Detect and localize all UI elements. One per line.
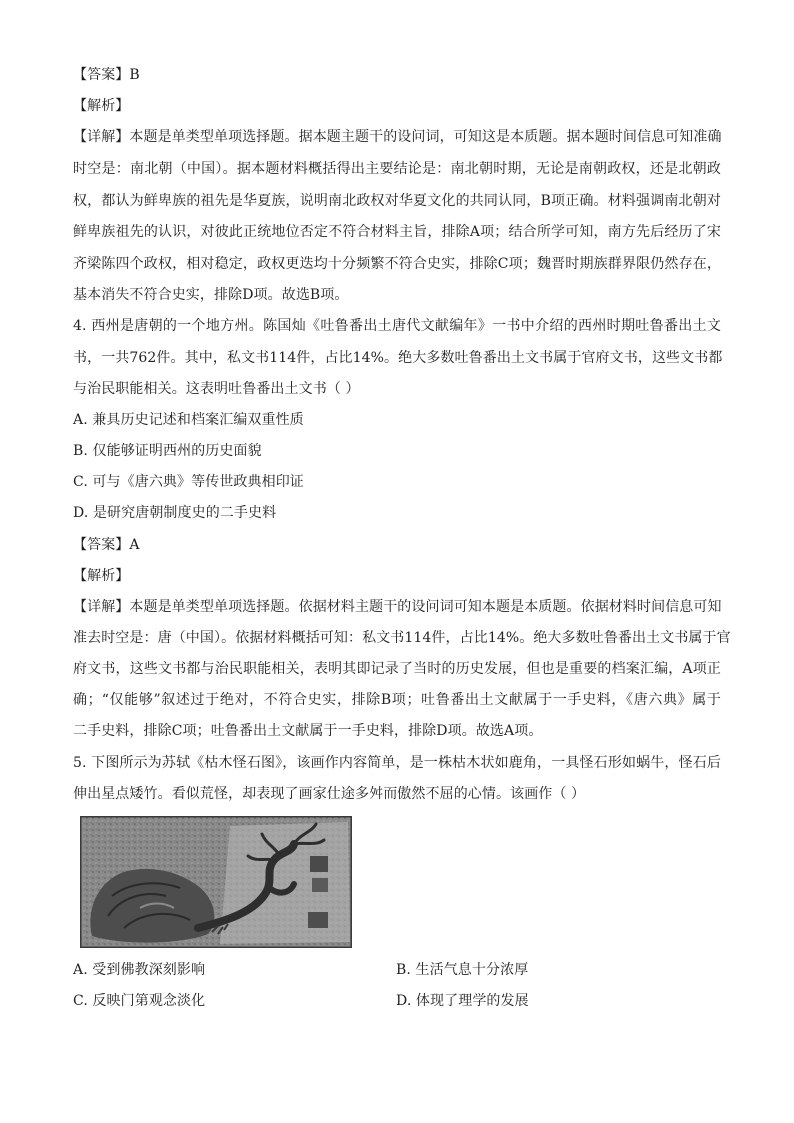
q4-answer: 【答案】A — [73, 537, 140, 553]
q4-option-a: A. 兼具历史记述和档案汇编双重性质 — [73, 412, 304, 428]
q4-option-c: C. 可与《唐六典》等传世政典相印证 — [73, 474, 304, 490]
q5-option-b: B. 生活气息十分浓厚 — [396, 962, 529, 978]
q4-stem-line: 书，一共762件。其中，私文书114件，占比14%。绝大多数吐鲁番出土文书属于官府文书，这些文书都 — [73, 350, 723, 366]
q3-answer: 【答案】B — [73, 67, 140, 83]
q4-detail-line: 确；“仅能够”叙述过于绝对，不符合史实，排除B项；吐鲁番出土文献属于一手史料，《唐六典》属于 — [73, 692, 721, 708]
q4-stem-line: 与治民职能相关。这表明吐鲁番出土文书（ ） — [73, 381, 360, 397]
q5-option-c: C. 反映门第观念淡化 — [73, 993, 206, 1009]
q4-stem-line: 4. 西州是唐朝的一个地方州。陈国灿《吐鲁番出土唐代文献编年》一书中介绍的西州时期吐鲁番出土文 — [73, 318, 721, 334]
q4-detail-line: 二手史料，排除C项；吐鲁番出土文献属于一手史料，排除D项。故选A项。 — [73, 723, 543, 739]
q5-stem-line: 伸出星点矮竹。看似荒怪，却表现了画家仕途多舛而傲然不屈的心情。该画作（ ） — [73, 786, 586, 802]
q3-detail-line: 鲜卑族祖先的认识，对彼此正统地位否定不符合材料主旨，排除A项；结合所学可知，南方先后经历了宋 — [73, 224, 721, 240]
q4-detail-line: 【详解】本题是单类型单项选择题。依据材料主题干的设问词可知本题是本质题。依据材料时间信息可知 — [73, 599, 722, 615]
q3-analysis-heading: 【解析】 — [73, 98, 130, 114]
q3-detail-line: 权，都认为鲜卑族的祖先是华夏族，说明南北政权对华夏文化的共同认同，B项正确。材料强调南北朝对 — [73, 193, 721, 209]
painting-image — [80, 816, 352, 948]
q5-option-d: D. 体现了理学的发展 — [396, 993, 529, 1009]
q5-option-a: A. 受到佛教深刻影响 — [73, 962, 206, 978]
q4-option-b: B. 仅能够证明西州的历史面貌 — [73, 443, 262, 459]
q4-option-d: D. 是研究唐朝制度史的二手史料 — [73, 505, 277, 521]
q4-analysis-heading: 【解析】 — [73, 568, 130, 584]
q3-detail-line: 基本消失不符合史实，排除D项。故选B项。 — [73, 287, 349, 303]
q3-detail-line: 【详解】本题是单类型单项选择题。据本题主题干的设问词，可知这是本质题。据本题时间信息可知准确 — [73, 129, 722, 145]
q4-detail-line: 府文书，这些文书都与治民职能相关，表明其即记录了当时的历史发展，但也是重要的档案汇编，A项正 — [73, 661, 721, 677]
q5-stem-line: 5. 下图所示为苏轼《枯木怪石图》，该画作内容简单，是一株枯木状如鹿角，一具怪石形如蜗牛，怪石后 — [73, 755, 721, 771]
q3-detail-line: 时空是：南北朝（中国）。据本题材料概括得出主要结论是：南北朝时期，无论是南朝政权，还是北朝政 — [73, 161, 721, 177]
q3-detail-line: 齐梁陈四个政权，相对稳定，政权更迭均十分频繁不符合史实，排除C项；魏晋时期族群界限仍然存在， — [73, 256, 721, 272]
q4-detail-line: 准去时空是：唐（中国）。依据材料概括可知：私文书114件，占比14%。绝大多数吐鲁番出土文书属于官 — [73, 630, 731, 646]
